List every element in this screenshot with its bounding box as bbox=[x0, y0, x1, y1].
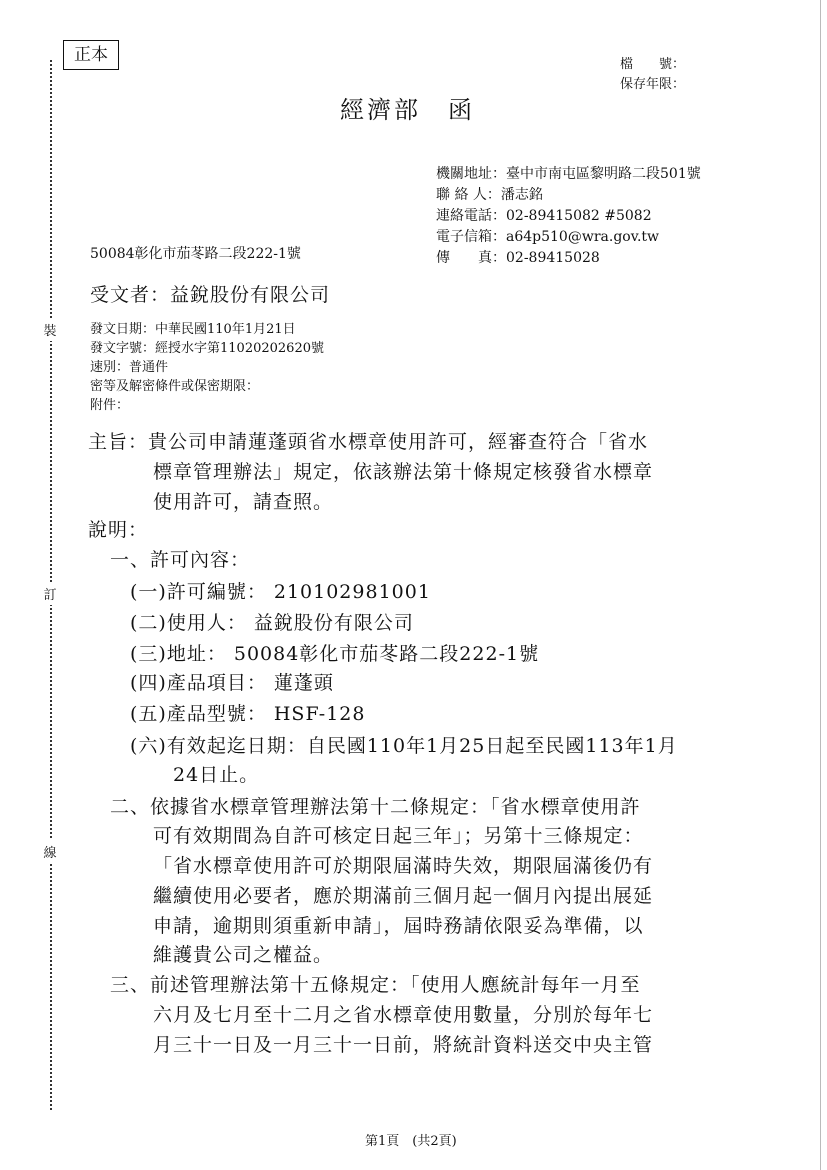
section-2-line-5: 申請，逾期則須重新申請」，屆時務請依限妥為準備，以 bbox=[153, 915, 644, 937]
section-3-line-2: 六月及七月至十二月之省水標章使用數量，分別於每年七 bbox=[153, 1004, 654, 1026]
permit-user: (二)使用人： 益銳股份有限公司 bbox=[130, 612, 414, 634]
sender-address: 機關地址：臺中市南屯區黎明路二段501號 bbox=[436, 166, 701, 182]
permit-number: (一)許可編號： 210102981001 bbox=[130, 581, 431, 603]
delivery-speed: 速別：普通件 bbox=[90, 360, 169, 375]
sender-email: 電子信箱：a64p510@wra.gov.tw bbox=[436, 229, 660, 245]
binding-char-zhuang: 裝 bbox=[38, 318, 62, 341]
section-2-line-4: 繼續使用必要者，應於期滿前三個月起一個月內提出展延 bbox=[153, 885, 654, 907]
document-title: 經濟部 函 bbox=[340, 96, 475, 124]
section-1-heading: 一、許可內容： bbox=[110, 549, 251, 571]
confidentiality: 密等及解密條件或保密期限： bbox=[90, 379, 260, 394]
product-item: (四)產品項目： 蓮蓬頭 bbox=[130, 672, 334, 694]
issue-date: 發文日期：中華民國110年1月21日 bbox=[90, 322, 296, 337]
explanation-label: 說明： bbox=[88, 519, 149, 541]
subject-line-2: 標章管理辦法」規定，依該辦法第十條規定核發省水標章 bbox=[153, 461, 654, 483]
binding-char-ding: 訂 bbox=[38, 582, 62, 605]
recipient: 受文者：益銳股份有限公司 bbox=[90, 284, 331, 306]
subject-line-1: 主旨：貴公司申請蓮蓬頭省水標章使用許可，經審查符合「省水 bbox=[88, 431, 649, 453]
document-number: 發文字號：經授水字第11020202620號 bbox=[90, 341, 324, 356]
binding-char-xian: 線 bbox=[38, 840, 62, 863]
section-2-line-1: 二、依據省水標章管理辦法第十二條規定：「省水標章使用許 bbox=[110, 796, 641, 818]
section-2-line-3: 「省水標章使用許可於期限屆滿時失效，期限屆滿後仍有 bbox=[153, 855, 654, 877]
validity-period-line-2: 24日止。 bbox=[173, 764, 260, 786]
product-model: (五)產品型號： HSF-128 bbox=[130, 703, 366, 725]
file-number-label: 檔 號： bbox=[620, 57, 686, 72]
sender-contact: 聯 絡 人：潘志銘 bbox=[436, 187, 543, 203]
subject-line-3: 使用許可，請查照。 bbox=[153, 491, 334, 513]
sender-phone: 連絡電話：02-89415082 #5082 bbox=[436, 208, 652, 224]
permit-address: (三)地址： 50084彰化市茄苳路二段222-1號 bbox=[130, 643, 540, 665]
validity-period-line-1: (六)有效起迄日期：自民國110年1月25日起至民國113年1月 bbox=[130, 735, 678, 757]
original-copy-stamp: 正本 bbox=[63, 40, 119, 70]
section-3-line-1: 三、前述管理辦法第十五條規定：「使用人應統計每年一月至 bbox=[110, 974, 641, 996]
retention-period-label: 保存年限： bbox=[620, 77, 686, 92]
recipient-address: 50084彰化市茄苳路二段222-1號 bbox=[90, 246, 301, 262]
page-footer: 第1頁 (共2頁) bbox=[365, 1134, 457, 1149]
section-2-line-2: 可有效期間為自許可核定日起三年」；另第十三條規定： bbox=[153, 825, 644, 847]
sender-fax: 傳 真：02-89415028 bbox=[436, 250, 600, 266]
page-edge bbox=[820, 0, 821, 1170]
section-2-line-6: 維護貴公司之權益。 bbox=[153, 944, 334, 966]
attachments: 附件： bbox=[90, 398, 130, 413]
section-3-line-3: 月三十一日及一月三十一日前，將統計資料送交中央主管 bbox=[153, 1034, 654, 1056]
